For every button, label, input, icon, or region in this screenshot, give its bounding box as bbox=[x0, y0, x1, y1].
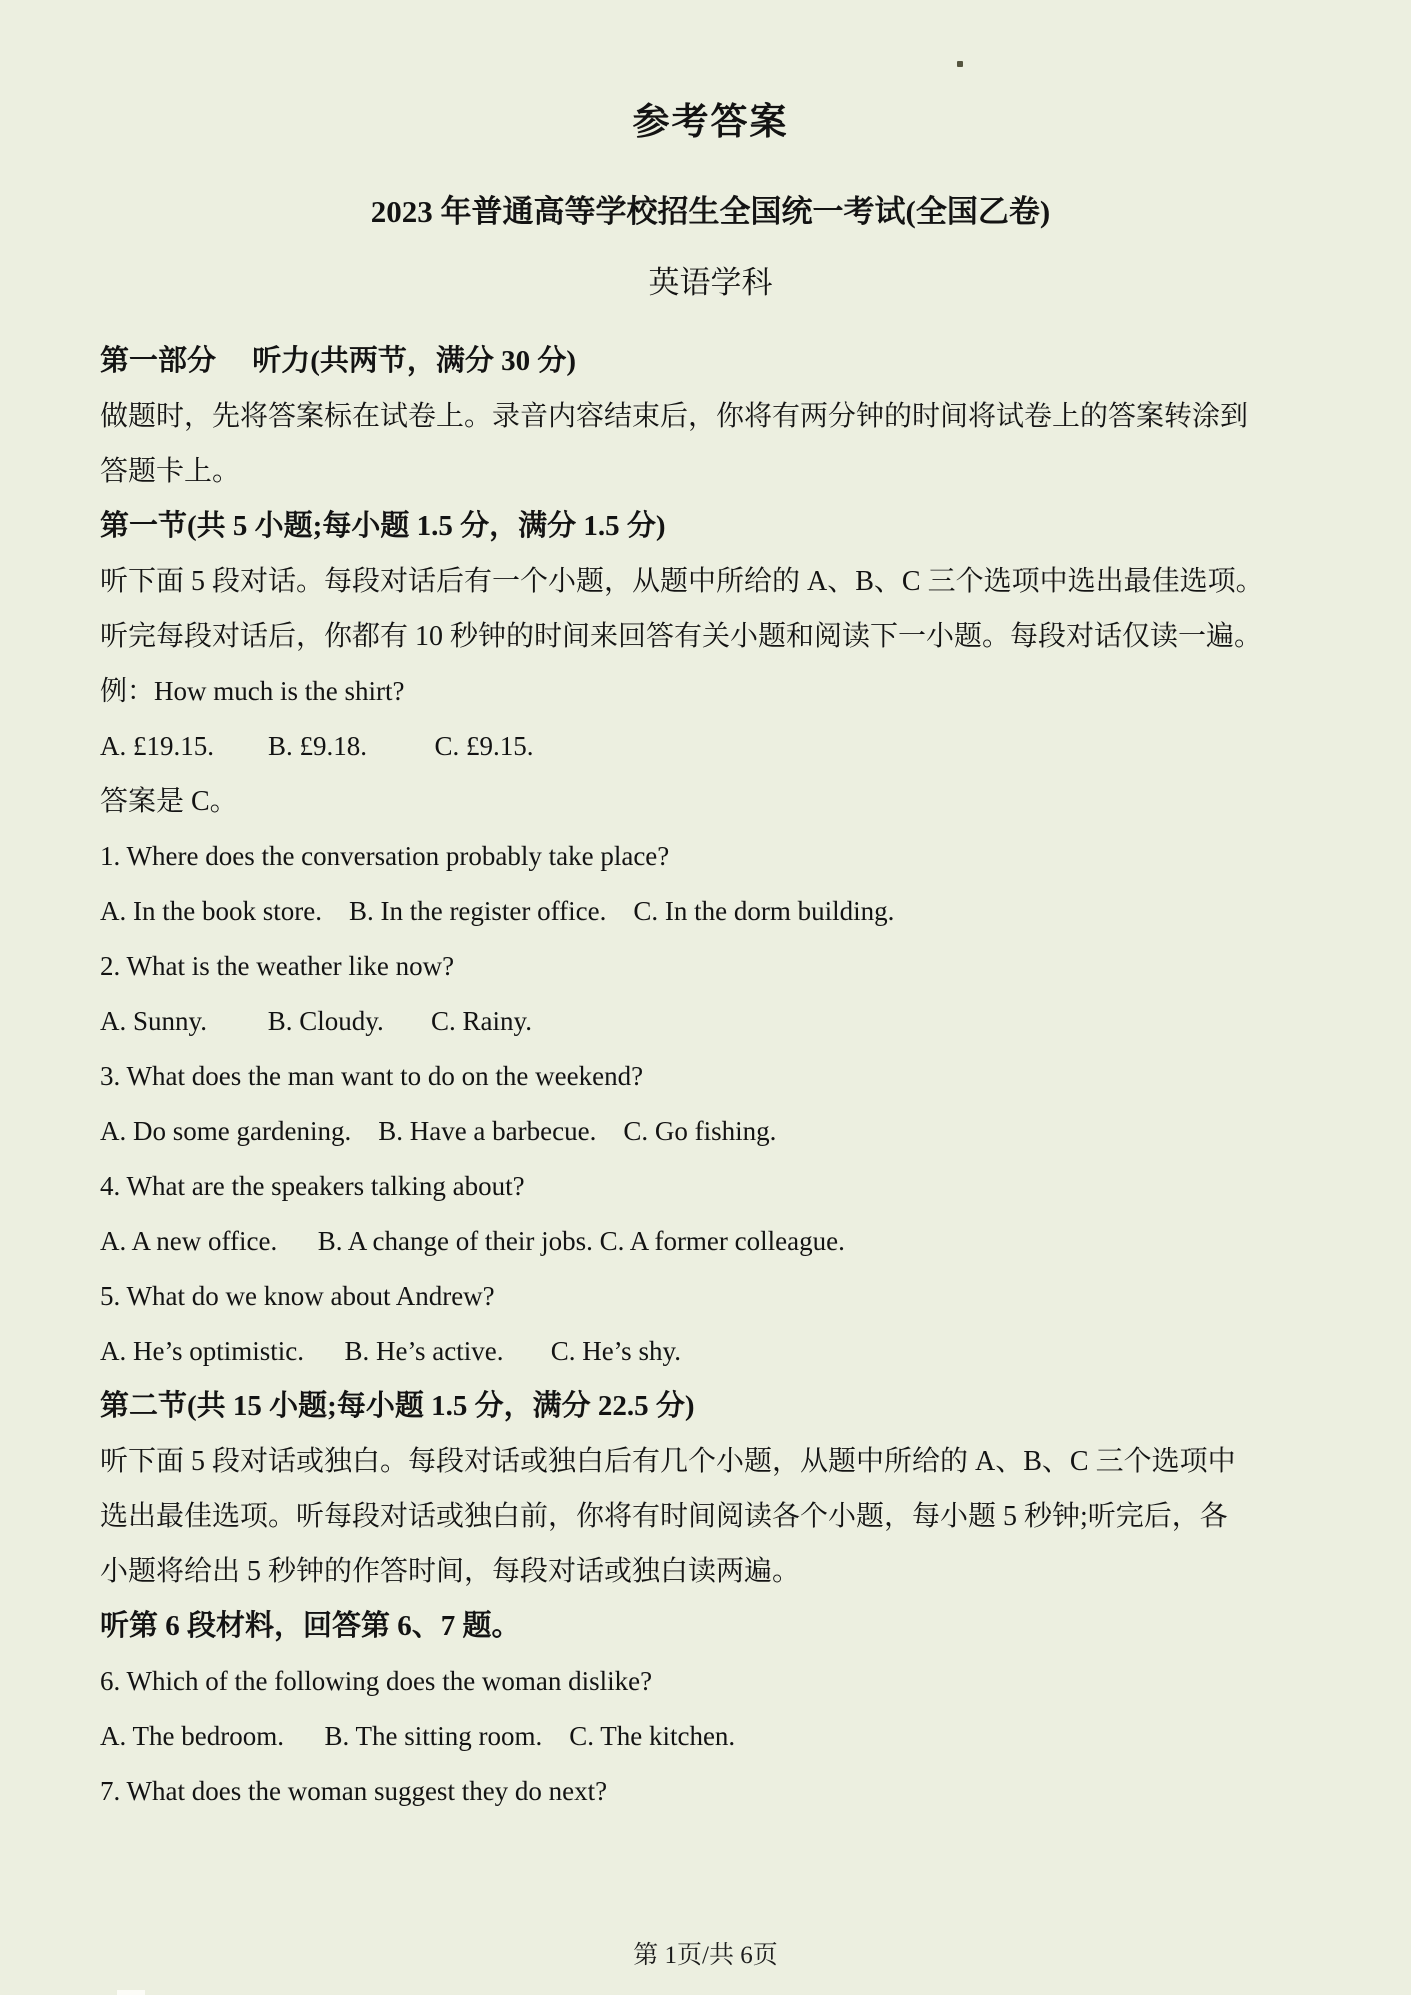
example-answer: 答案是 C。 bbox=[100, 786, 238, 817]
part1-instruction-line-1: 做题时，先将答案标在试卷上。录音内容结束后，你将有两分钟的时间将试卷上的答案转涂到 bbox=[100, 401, 1249, 432]
part1-instruction-line-2: 答题卡上。 bbox=[100, 456, 241, 487]
section1-instruction-line-1: 听下面 5 段对话。每段对话后有一个小题，从题中所给的 A、B、C 三个选项中选出最佳选项。 bbox=[100, 566, 1264, 597]
section2-instruction-line-2: 选出最佳选项。听每段对话或独白前，你将有时间阅读各个小题，每小题 5 秒钟;听完后，各 bbox=[100, 1501, 1228, 1532]
scan-speck-artifact bbox=[957, 61, 963, 67]
page-footer: 第 1页/共 6页 bbox=[633, 1942, 778, 1969]
question-4: 4. What are the speakers talking about? bbox=[100, 1171, 525, 1201]
question-7: 7. What does the woman suggest they do next? bbox=[100, 1776, 608, 1806]
exam-title: 2023 年普通高等学校招生全国统一考试(全国乙卷) bbox=[370, 194, 1051, 229]
section1-instruction-line-2: 听完每段对话后，你都有 10 秒钟的时间来回答有关小题和阅读下一小题。每段对话仅读一遍。 bbox=[100, 621, 1263, 652]
options-4: A. A new office. B. A change of their jobs. C. A former colleague. bbox=[100, 1226, 845, 1256]
scan-edge-artifact bbox=[117, 1990, 145, 1995]
material6-heading: 听第 6 段材料，回答第 6、7 题。 bbox=[100, 1610, 521, 1642]
question-1: 1. Where does the conversation probably take place? bbox=[100, 841, 670, 871]
question-6: 6. Which of the following does the woman dislike? bbox=[100, 1666, 653, 1696]
question-5: 5. What do we know about Andrew? bbox=[100, 1281, 495, 1311]
subject-title: 英语学科 bbox=[648, 265, 773, 300]
section2-instruction-line-1: 听下面 5 段对话或独白。每段对话或独白后有几个小题，从题中所给的 A、B、C 三个选项中 bbox=[100, 1446, 1236, 1477]
options-5: A. He’s optimistic. B. He’s active. C. He’s shy. bbox=[100, 1336, 681, 1366]
options-6: A. The bedroom. B. The sitting room. C. The kitchen. bbox=[100, 1721, 736, 1751]
section1-heading: 第一节(共 5 小题;每小题 1.5 分，满分 1.5 分) bbox=[100, 510, 666, 542]
options-1: A. In the book store. B. In the register office. C. In the dorm building. bbox=[100, 896, 895, 926]
section2-heading: 第二节(共 15 小题;每小题 1.5 分，满分 22.5 分) bbox=[100, 1390, 695, 1422]
page-title: 参考答案 bbox=[632, 102, 789, 143]
options-2: A. Sunny. B. Cloudy. C. Rainy. bbox=[100, 1006, 533, 1036]
part1-heading: 第一部分 听力(共两节，满分 30 分) bbox=[100, 345, 577, 377]
example-options: A. £19.15. B. £9.18. C. £9.15. bbox=[100, 731, 534, 761]
question-2: 2. What is the weather like now? bbox=[100, 951, 455, 981]
section2-instruction-line-3: 小题将给出 5 秒钟的作答时间，每段对话或独白读两遍。 bbox=[100, 1556, 801, 1587]
example-question: 例：How much is the shirt? bbox=[100, 676, 405, 706]
options-3: A. Do some gardening. B. Have a barbecue. C. Go fishing. bbox=[100, 1116, 777, 1146]
question-3: 3. What does the man want to do on the weekend? bbox=[100, 1061, 644, 1091]
